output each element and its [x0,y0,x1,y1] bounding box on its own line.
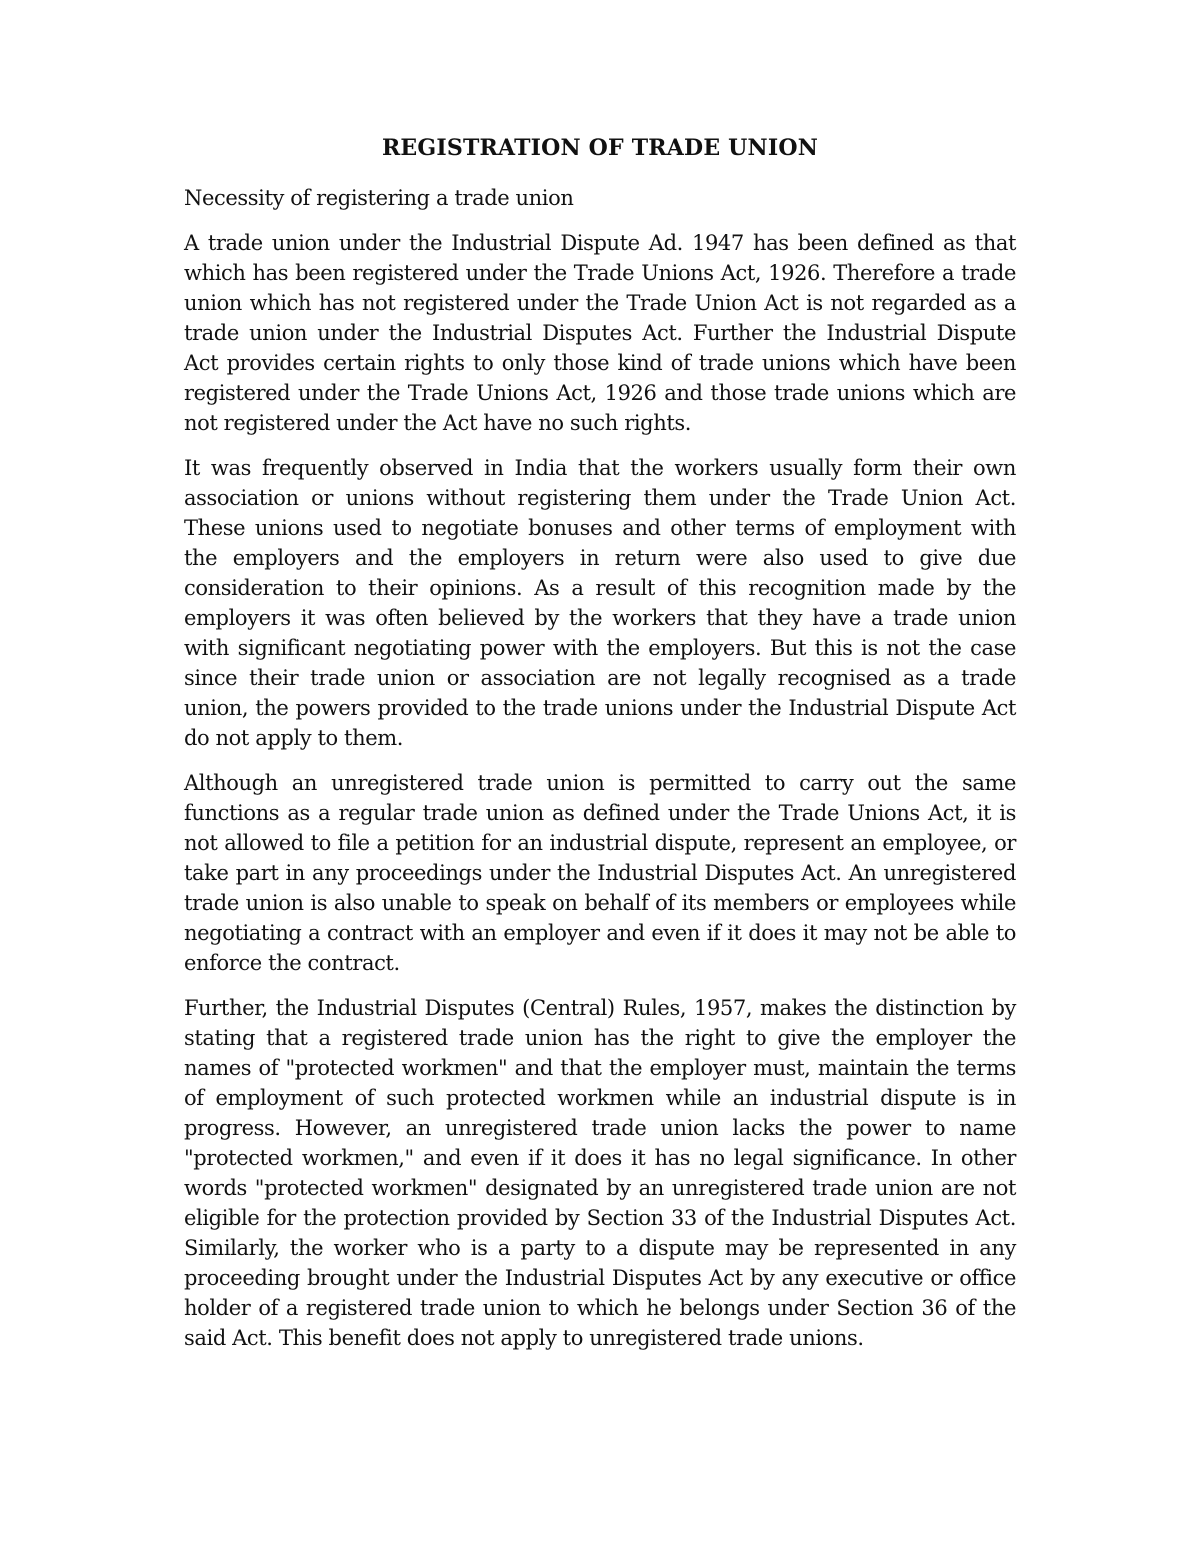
document-body [184,133,1016,1368]
paragraph-observation: It was frequently observed in India that the workers usually form their own association or unions without registering them under the Trade Union Act. These unions used to negotiate bonuses and other terms of employment with the employers and the employers in return were also used to give due consideration to their opinions. As a result of this recognition made by the employers it was often believed by the workers that they have a trade union with significant negotiating power with the employers. But this is not the case since their trade union or association are not legally recognised as a trade union, the powers provided to the trade unions under the Industrial Dispute Act do not apply to them. [184,456,1016,750]
document-title: REGISTRATION OF TRADE UNION [381,135,819,161]
paragraph-definition: A trade union under the Industrial Dispute Ad. 1947 has been defined as that which has been registered under the Trade Unions Act, 1926. Therefore a trade union which has not registered under the Trade Union Act is not regarded as a trade union under the Industrial Disputes Act. Further the Industrial Dispute Act provides certain rights to only those kind of trade unions which have been registered under the Trade Unions Act, 1926 and those trade unions which are not registered under the Act have no such rights. [184,231,1016,435]
section-subheading: Necessity of registering a trade union [184,186,574,210]
paragraph-limitations: Although an unregistered trade union is permitted to carry out the same functions as a regular trade union as defined under the Trade Unions Act, it is not allowed to file a petition for an industrial dispute, represent an employee, or take part in any proceedings under the Industrial Disputes Act. An unregistered trade union is also unable to speak on behalf of its members or employees while negotiating a contract with an employer and even if it does it may not be able to enforce the contract. [184,771,1016,975]
paragraph-protected-workmen: Further, the Industrial Disputes (Central) Rules, 1957, makes the distinction by stating that a registered trade union has the right to give the employer the names of "protected workmen" and that the employer must, maintain the terms of employment of such protected workmen while an industrial dispute is in progress. However, an unregistered trade union lacks the power to name "protected workmen," and even if it does it has no legal significance. In other words "protected workmen" designated by an unregistered trade union are not eligible for the protection provided by Section 33 of the Industrial Disputes Act. Similarly, the worker who is a party to a dispute may be represented in any proceeding brought under the Industrial Disputes Act by any executive or office holder of a registered trade union to which he belongs under Section 36 of the said Act. This benefit does not apply to unregistered trade unions. [184,996,1016,1350]
